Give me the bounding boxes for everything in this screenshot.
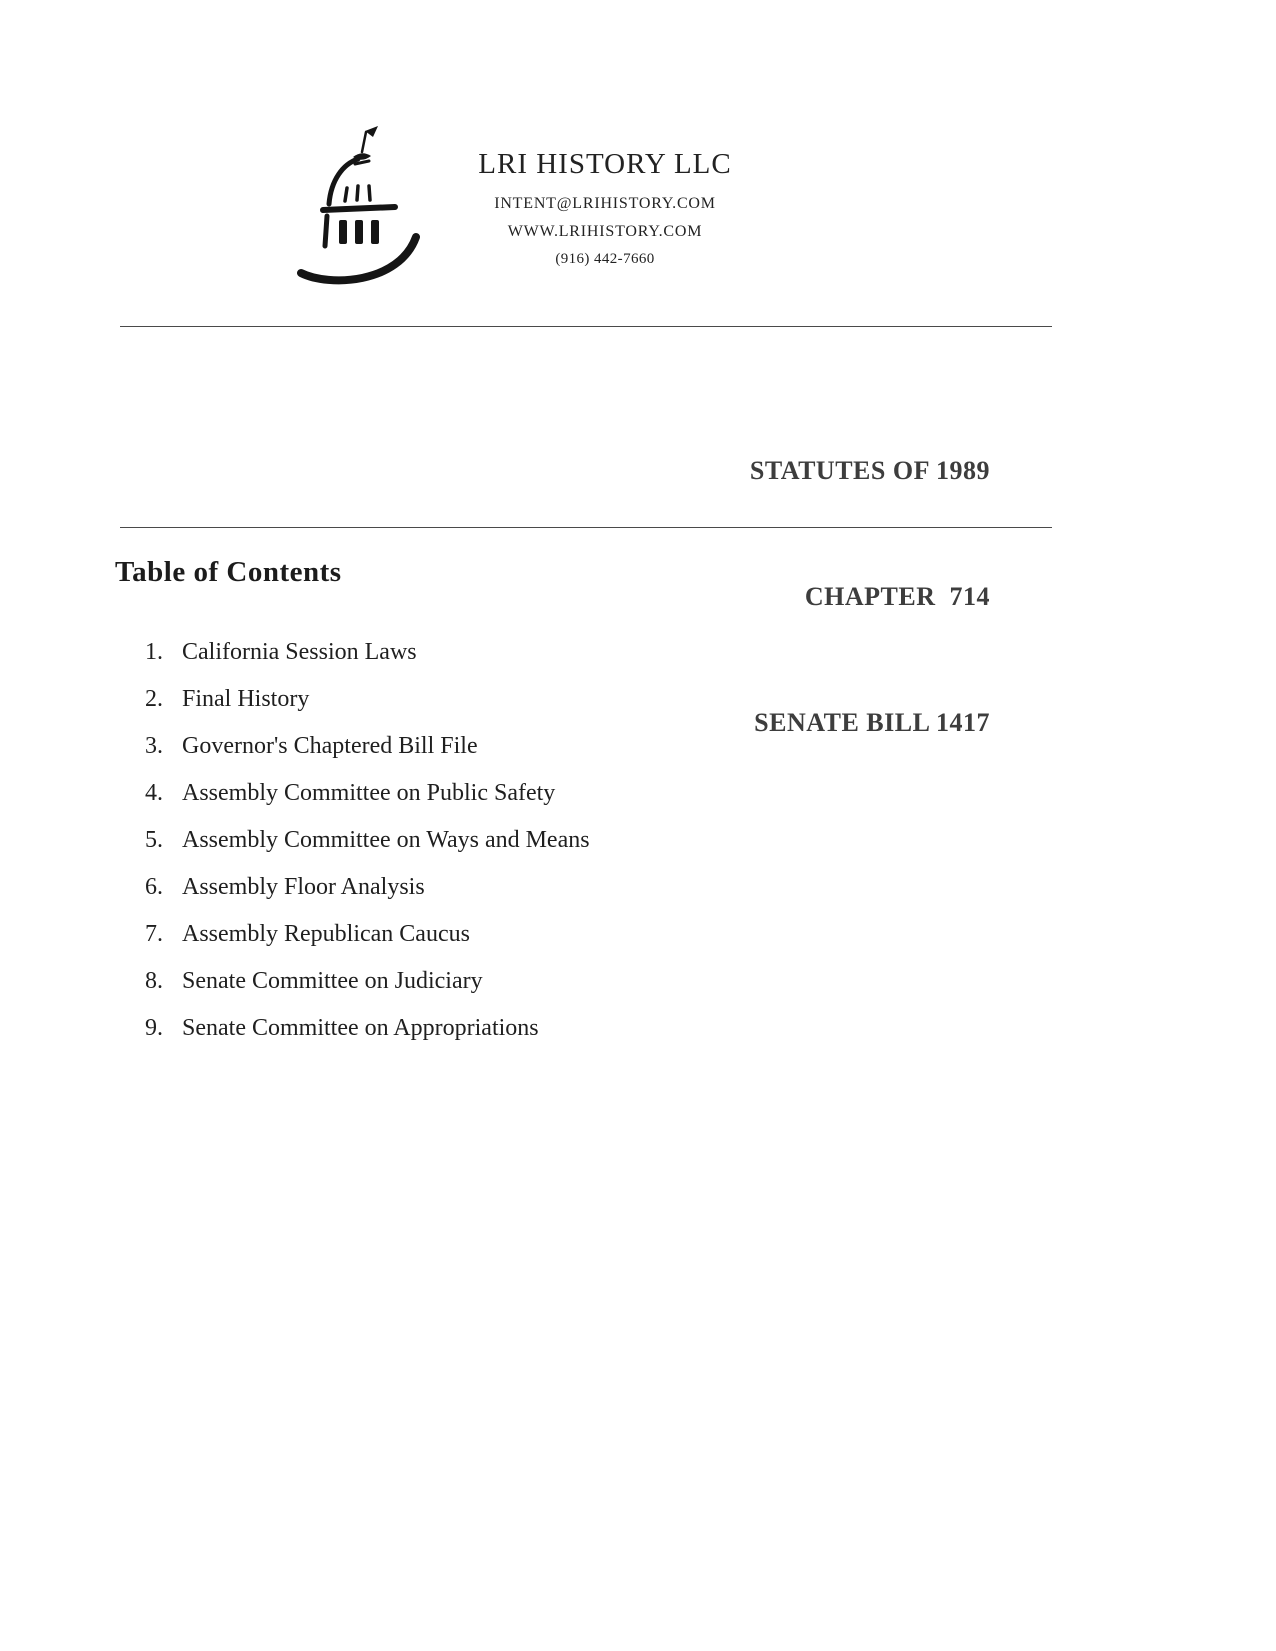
toc-item-label: Senate Committee on Judiciary — [182, 968, 483, 994]
toc-item — [145, 778, 1115, 808]
statutes-line: STATUTES OF 1989 — [749, 456, 990, 485]
toc-item — [145, 966, 1115, 996]
toc-item — [145, 825, 1115, 855]
toc-item — [145, 872, 1115, 902]
toc-item-label: Governor's Chaptered Bill File — [182, 733, 478, 759]
toc-item-label: Final History — [182, 686, 310, 712]
senate-bill-line: SENATE BILL 1417 — [754, 708, 990, 737]
toc-item-number: 1. — [145, 639, 163, 665]
company-name: LRI HISTORY LLC — [478, 148, 732, 180]
chapter-line: CHAPTER 714 — [804, 582, 990, 611]
toc-item-label: Assembly Committee on Ways and Means — [182, 827, 590, 853]
toc-item-label: Assembly Committee on Public Safety — [182, 780, 556, 806]
toc-item-number: 2. — [145, 686, 163, 712]
toc-item-number: 9. — [145, 1015, 163, 1041]
toc-item-label: Assembly Republican Caucus — [182, 921, 470, 947]
company-website: WWW.LRIHISTORY.COM — [507, 223, 703, 240]
divider-bottom — [120, 527, 1052, 528]
toc-item-number: 5. — [145, 827, 163, 853]
toc-item — [145, 919, 1115, 949]
toc-item-number: 4. — [145, 780, 163, 806]
toc-heading: Table of Contents — [115, 556, 342, 588]
toc-item-label: California Session Laws — [182, 639, 417, 665]
toc-item — [145, 684, 1115, 714]
capitol-dome-logo-icon — [295, 124, 445, 289]
toc-item-number: 8. — [145, 968, 163, 994]
letterhead — [0, 118, 1276, 298]
toc-item-number: 7. — [145, 921, 163, 947]
toc-item — [145, 1013, 1115, 1043]
toc-list — [115, 637, 1115, 1043]
company-phone: (916) 442-7660 — [555, 251, 655, 267]
divider-top — [120, 326, 1052, 327]
letterhead-text — [455, 148, 755, 268]
table-of-contents — [115, 556, 1115, 1060]
toc-item — [145, 637, 1115, 667]
toc-item-label: Senate Committee on Appropriations — [182, 1015, 539, 1041]
company-email: INTENT@LRIHISTORY.COM — [494, 195, 716, 212]
toc-item-label: Assembly Floor Analysis — [182, 874, 425, 900]
toc-item-number: 3. — [145, 733, 163, 759]
toc-item — [145, 731, 1115, 761]
toc-item-number: 6. — [145, 874, 163, 900]
